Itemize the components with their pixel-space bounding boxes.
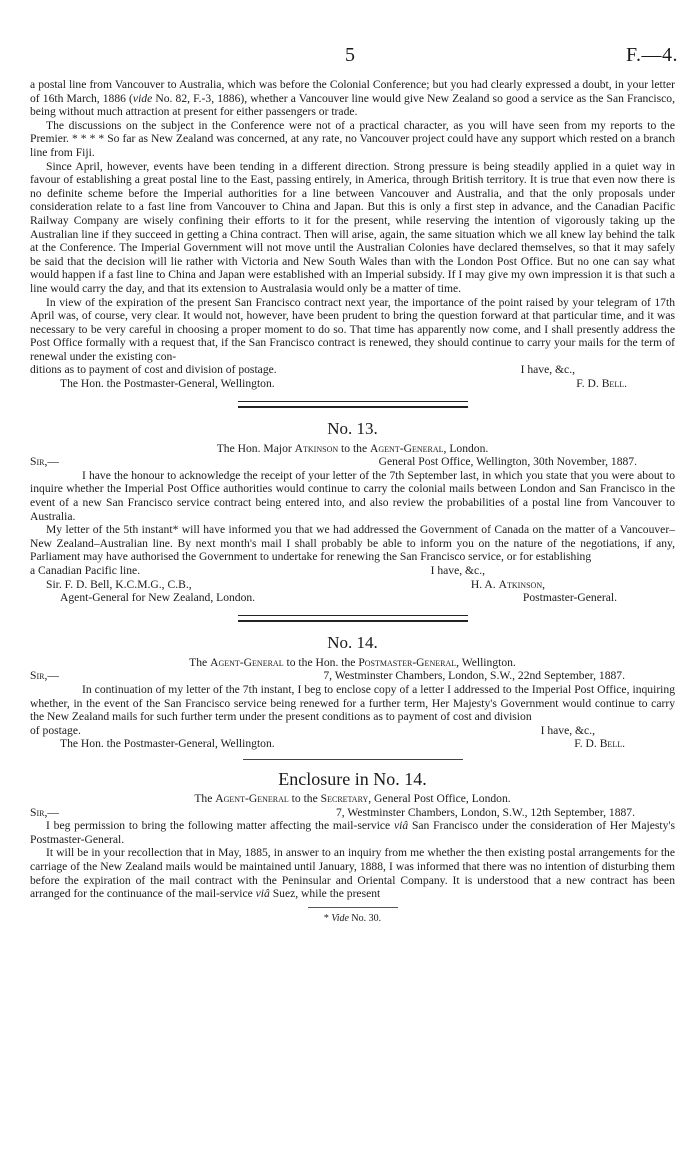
- section-divider: [243, 759, 463, 760]
- section-divider: [238, 615, 468, 622]
- letter-heading: No. 13.: [327, 418, 378, 438]
- closing-line: of postage. I have, &c.,: [30, 723, 595, 737]
- paragraph: The discussions on the subject in the Conference were not of a practical character, as you will have seen from my reports to the Premier. * * * * So far as New Zealand was concerned, at any rate, no Vancouver project could have any support which rested on a branch line from Fiji.: [30, 118, 675, 159]
- letter-address-line: Sir,— 7, Westminster Chambers, London, S.W., 22nd September, 1887.: [30, 669, 625, 683]
- letter-title: The Agent-General to the Secretary, General Post Office, London.: [194, 791, 511, 805]
- paragraph: In view of the expiration of the present San Francisco contract next year, the importance of the point raised by your telegram of 17th April was, of course, very clear. It would not, however, have been prudent to bring the question forward at that particular time, and it was necessary to be very careful in choosing a proper moment to do so. That time has apparently now come, and I shall presently address the Post Office formally with a request that, if the San Francisco contract is renewed, they should continue to carry your mails for the term of renewal under the existing con-: [30, 295, 675, 363]
- enclosure-heading: Enclosure in No. 14.: [278, 768, 427, 789]
- document-body: [30, 78, 675, 925]
- paragraph: My letter of the 5th instant* will have informed you that we had addressed the Government of Canada on the matter of a Vancouver–New Zealand–Australian line. By next month's mail I shall probably be able to inform you on the nature of the negotiations, if any, Parliament may have authorised the Government to undertake for renewing the San Francisco service, or for establishing: [30, 523, 675, 564]
- footnote-divider: [308, 907, 398, 908]
- letter-heading: No. 14.: [327, 632, 378, 652]
- footnote: * Vide No. 30.: [323, 912, 382, 924]
- paragraph: In continuation of my letter of the 7th instant, I beg to enclose copy of a letter I addressed to the Imperial Post Office, inquiring whether, in the event of the San Francisco service being renewed for a further term, Her Majesty's Government would continue to carry the New Zealand mails for such further term under the present conditions as to payment of cost and division: [30, 682, 675, 724]
- paragraph: I have the honour to acknowledge the receipt of your letter of the 7th September last, in which you state that you were about to inquire whether the Imperial Post Office authorities would continue to carry the colonial mails between London and San Francisco in the event of a new San Francisco service contract being entered into, and also review the probabilities of a postal line from Vancouver to Australia.: [30, 468, 675, 523]
- signature-line: The Hon. the Postmaster-General, Wellington. F. D. Bell.: [60, 737, 625, 751]
- letter-address-line: Sir,— 7, Westminster Chambers, London, S.W., 12th September, 1887.: [30, 805, 635, 819]
- closing-line: a Canadian Pacific line. I have, &c.,: [30, 564, 485, 577]
- letter-title: The Hon. Major Atkinson to the Agent-General, London.: [216, 441, 489, 455]
- closing-line: ditions as to payment of cost and division of postage. I have, &c.,: [30, 363, 575, 377]
- letter-address-line: Sir,— General Post Office, Wellington, 30th November, 1887.: [30, 455, 637, 469]
- page-number: 5: [345, 44, 355, 66]
- signature-line: Agent-General for New Zealand, London. Postmaster-General.: [60, 591, 617, 605]
- letter-title: The Agent-General to the Hon. the Postmaster-General, Wellington.: [189, 655, 516, 669]
- paragraph: a postal line from Vancouver to Australia, which was before the Colonial Conference; but you had clearly expressed a doubt, in your letter of 16th March, 1886 (vide No. 82, F.-3, 1886), whether a Vancouver line would give New Zealand so good a service as the San Francisco, being without much attraction at present for either passengers or trade.: [30, 78, 675, 119]
- signature-line: The Hon. the Postmaster-General, Wellington. F. D. Bell.: [60, 377, 627, 391]
- signature-line: Sir. F. D. Bell, K.C.M.G., C.B., H. A. Atkinson,: [46, 577, 545, 591]
- section-divider: [238, 401, 468, 408]
- paragraph: I beg permission to bring the following matter affecting the mail-service viâ San Francisco under the consideration of Her Majesty's Postmaster-General.: [30, 819, 675, 846]
- paragraph: Since April, however, events have been tending in a different direction. Strong pressure is being steadily applied in a quiet way in favour of establishing a great postal line to the East, passing entirely, in America, through British territory. It is true that even now there is no definite scheme before the Imperial authorities for a line between Vancouver and Australia, and that the only proposals under consideration relate to a fast line from Vancouver to China and Japan. But this is only a first step in advance, and the Canadian Pacific Railway Company are wisely confining their efforts to it for the present, while reserving the intention of vigorously taking up the Australian line if they succeed in getting a China contract. Then will arise, again, the same situation which we all knew lay behind the talk at the Conference. The Imperial Government will not move until the Australian Colonies have declared themselves, so that it may safely be said that the decision will lie rather with Victoria and New South Wales than with the London Post Office. But no one can say what would happen if a fast line to China and Japan were established with an Imperial subsidy. If I may give my own impression it is that such a line would carry the day, and that its extension to Australasia would only be a matter of time.: [30, 159, 675, 295]
- paragraph: It will be in your recollection that in May, 1885, in answer to an inquiry from me whether the then existing postal arrangements for the carriage of the New Zealand mails would be maintained until January, 1888, I was informed that there was no intention of disturbing them before the expiration of the mail contract with the Peninsular and Oriental Company. It is understood that a new contract has been arranged for the continuance of the mail-service viâ Suez, while the present: [30, 846, 675, 901]
- document-reference: F.—4.: [625, 44, 678, 66]
